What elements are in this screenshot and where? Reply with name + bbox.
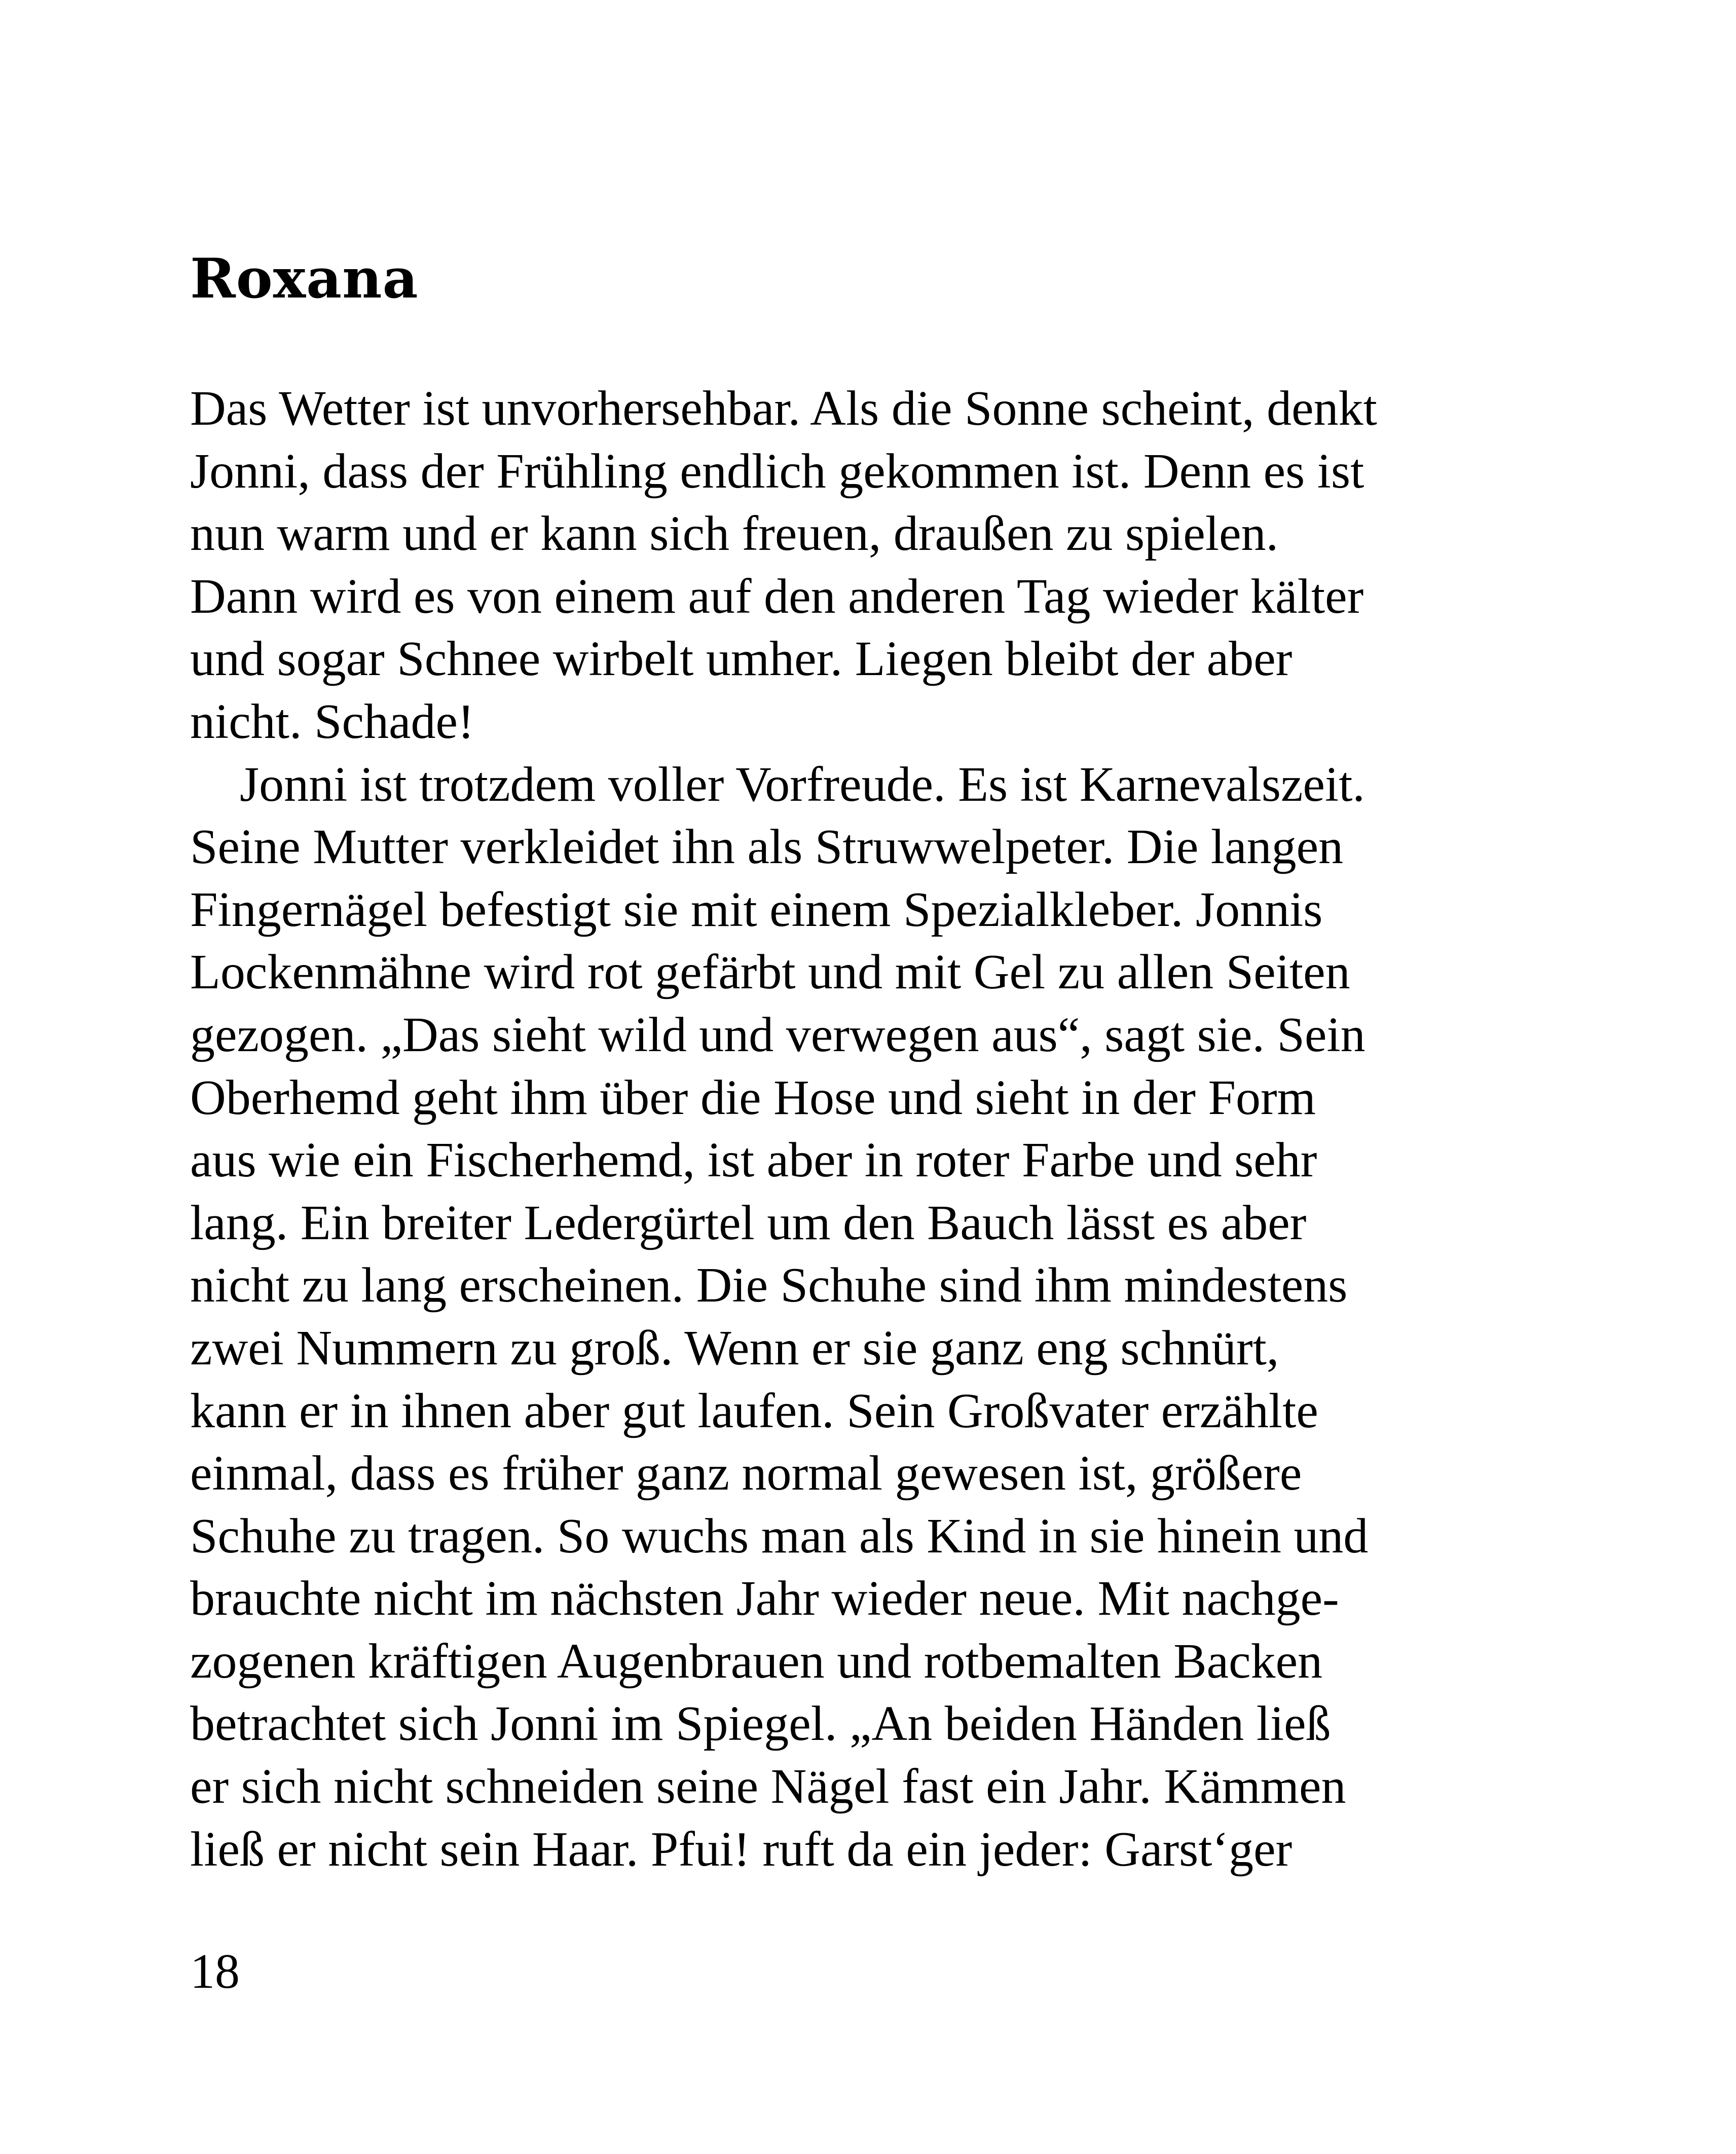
text-line: und sogar Schnee wirbelt umher. Liegen bleibt der aber — [190, 632, 1292, 687]
text-line: Dann wird es von einem auf den anderen Tag wieder kälter — [190, 569, 1364, 624]
text-line: lang. Ein breiter Ledergürtel um den Bauch lässt es aber — [190, 1195, 1307, 1250]
text-line: Jonni, dass der Frühling endlich gekommen ist. Denn es ist — [190, 443, 1364, 499]
text-line: Lockenmähne wird rot gefärbt und mit Gel zu allen Seiten — [190, 945, 1350, 1000]
text-line: nun warm und er kann sich freuen, draußen zu spielen. — [190, 506, 1279, 562]
text-line: Fingernägel befestigt sie mit einem Spezialkleber. Jonnis — [190, 882, 1323, 937]
text-line: kann er in ihnen aber gut laufen. Sein Großvater erzählte — [190, 1383, 1318, 1438]
text-line: gezogen. „Das sieht wild und verwegen aus“, sagt sie. Sein — [190, 1007, 1365, 1062]
text-line: betrachtet sich Jonni im Spiegel. „An beiden Händen ließ — [190, 1696, 1331, 1752]
text-line: Oberhemd geht ihm über die Hose und sieht in der Form — [190, 1070, 1316, 1125]
text-line: nicht. Schade! — [190, 694, 474, 749]
text-line: ließ er nicht sein Haar. Pfui! ruft da ein jeder: Garst‘ger — [190, 1822, 1292, 1877]
text-line: aus wie ein Fischerhemd, ist aber in roter Farbe und sehr — [190, 1133, 1317, 1188]
text-line-paragraph-start: Jonni ist trotzdem voller Vorfreude. Es ist Karnevalszeit. — [240, 757, 1365, 812]
text-line: einmal, dass es früher ganz normal gewesen ist, größere — [190, 1446, 1302, 1501]
text-line: Schuhe zu tragen. So wuchs man als Kind in sie hinein und — [190, 1508, 1369, 1564]
text-line: zwei Nummern zu groß. Wenn er sie ganz eng schnürt, — [190, 1320, 1279, 1376]
body-text — [190, 378, 1488, 1881]
text-line: Seine Mutter verkleidet ihn als Struwwelpeter. Die langen — [190, 820, 1344, 875]
page-number: 18 — [190, 1944, 240, 1999]
text-line: zogenen kräftigen Augenbrauen und rotbemalten Backen — [190, 1633, 1323, 1689]
text-line: brauchte nicht im nächsten Jahr wieder neue. Mit nachge- — [190, 1571, 1339, 1626]
text-line: Das Wetter ist unvorhersehbar. Als die Sonne scheint, denkt — [190, 381, 1377, 436]
chapter-title: Roxana — [190, 247, 419, 311]
text-line: nicht zu lang erscheinen. Die Schuhe sind ihm mindestens — [190, 1258, 1348, 1313]
text-line: er sich nicht schneiden seine Nägel fast ein Jahr. Kämmen — [190, 1759, 1346, 1814]
